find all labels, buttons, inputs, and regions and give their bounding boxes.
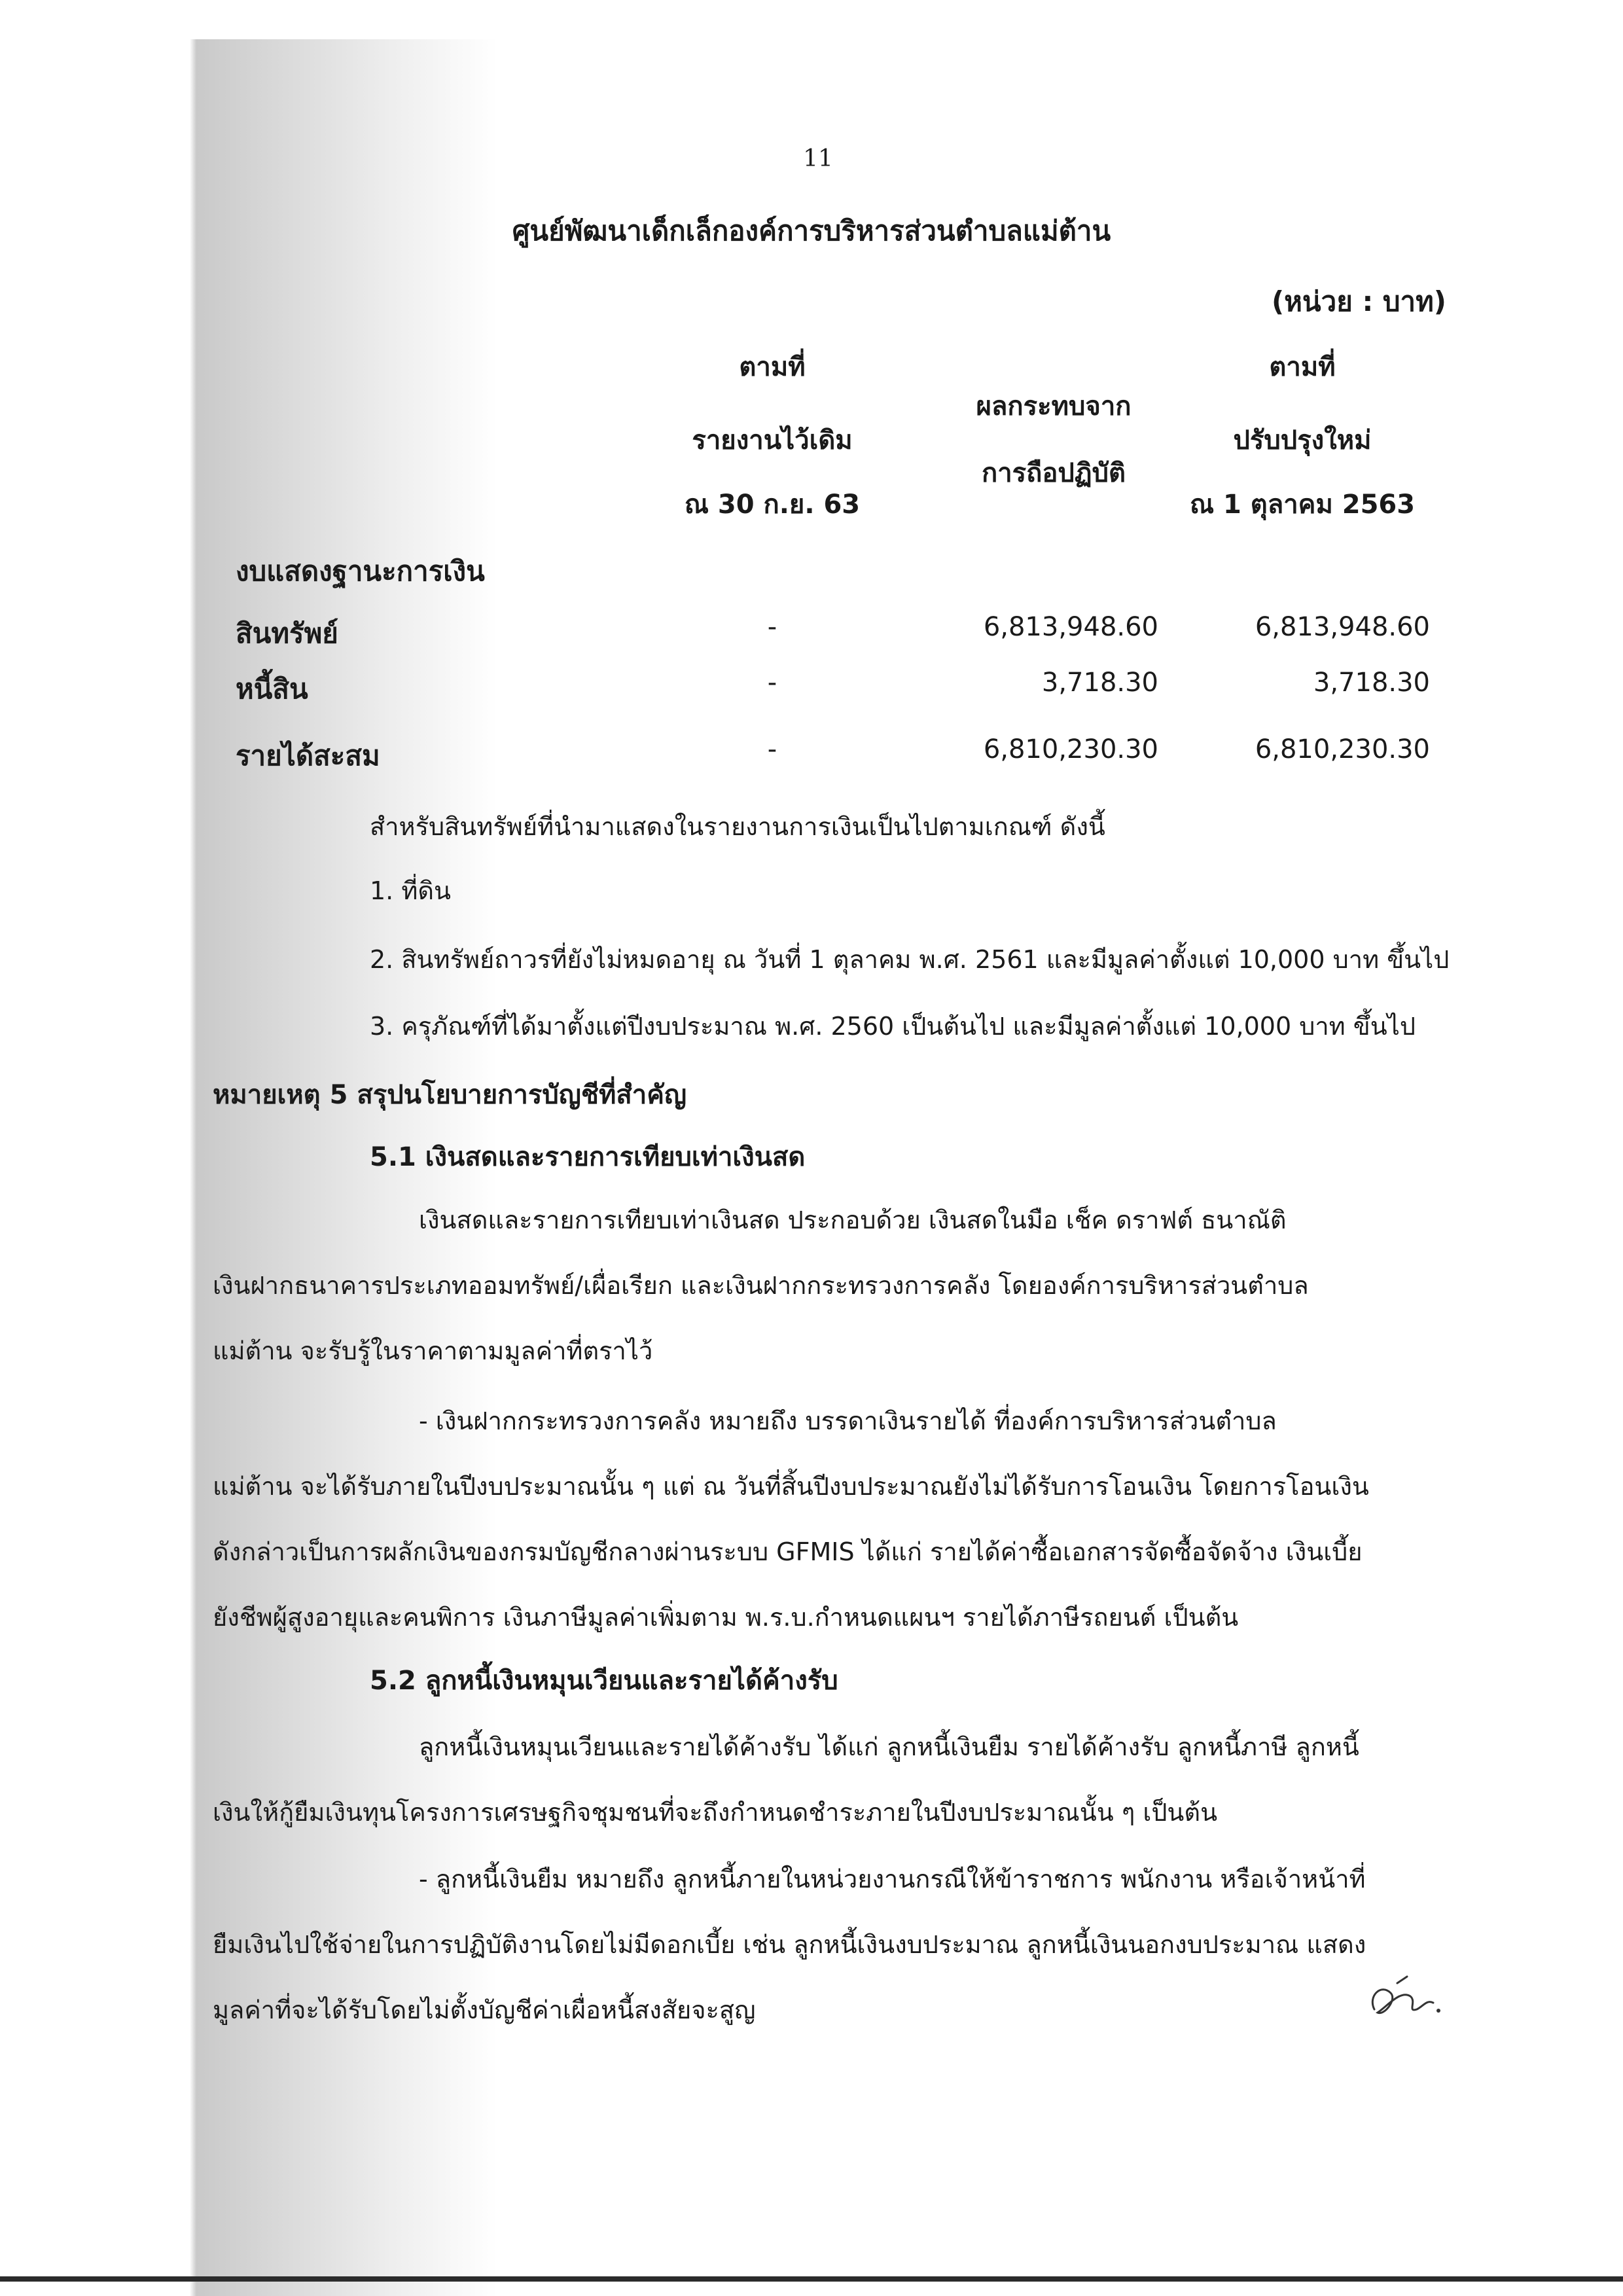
page-number: 11	[803, 145, 833, 172]
signature-initials	[1361, 1970, 1446, 2029]
row-label-liabilities: หนี้สิน	[236, 673, 308, 705]
unit-label: (หน่วย : บาท)	[1272, 285, 1446, 317]
note5-1-p2-line4: ยังชีพผู้สูงอายุและคนพิการ เงินภาษีมูลค่าเพิ่มตาม พ.ร.บ.กำหนดแผนฯ รายได้ภาษีรถยนต์ เป็นต้น	[213, 1603, 1239, 1632]
header-restated-line2: ปรับปรุงใหม่	[1233, 425, 1372, 456]
row-accumulated-revenue-restated: 6,810,230.30	[1255, 734, 1430, 764]
row-label-accumulated-revenue: รายได้สะสม	[236, 740, 380, 772]
note5-2-heading: 5.2 ลูกหนี้เงินหมุนเวียนและรายได้ค้างรับ	[370, 1666, 838, 1696]
note5-2-p2-line1: - ลูกหนี้เงินยืม หมายถึง ลูกหนี้ภายในหน่วยงานกรณีให้ข้าราชการ พนักงาน หรือเจ้าหน้าที่	[419, 1865, 1366, 1893]
header-original-line3: ณ 30 ก.ย. 63	[684, 490, 861, 520]
statement-section-title: งบแสดงฐานะการเงิน	[236, 555, 485, 587]
note5-1-p2-line3: ดังกล่าวเป็นการผลักเงินของกรมบัญชีกลางผ่านระบบ GFMIS ได้แก่ รายได้ค่าซื้อเอกสารจัดซื้อจัดจ้าง เงินเบี้ย	[213, 1537, 1363, 1566]
note5-1-p2-line2: แม่ต้าน จะได้รับภายในปีงบประมาณนั้น ๆ แต่ ณ วันที่สิ้นปีงบประมาณยังไม่ได้รับการโอนเงิน โดยการโอนเงิน	[213, 1472, 1369, 1501]
header-original-line1: ตามที่	[739, 352, 806, 382]
row-assets-restated: 6,813,948.60	[1255, 612, 1430, 642]
row-liabilities-effect: 3,718.30	[1041, 668, 1158, 698]
header-restated-line3: ณ 1 ตุลาคม 2563	[1189, 490, 1416, 520]
header-effect-line2: การถือปฏิบัติ	[981, 458, 1126, 488]
page-title: ศูนย์พัฒนาเด็กเล็กองค์การบริหารส่วนตำบลแม่ต้าน	[512, 215, 1111, 247]
note5-1-p1-line2: เงินฝากธนาคารประเภทออมทรัพย์/เผื่อเรียก และเงินฝากกระทรวงการคลัง โดยองค์การบริหารส่วนตำบล	[213, 1271, 1309, 1300]
note5-2-p2-line2: ยืมเงินไปใช้จ่ายในการปฏิบัติงานโดยไม่มีดอกเบี้ย เช่น ลูกหนี้เงินงบประมาณ ลูกหนี้เงินนอกงบประมาณ แสดง	[213, 1930, 1366, 1959]
header-effect-line1: ผลกระทบจาก	[976, 391, 1132, 422]
header-original-line2: รายงานไว้เดิม	[692, 425, 853, 456]
row-liabilities-original: -	[767, 668, 777, 698]
note5-2-p1-line2: เงินให้กู้ยืมเงินทุนโครงการเศรษฐกิจชุมชนที่จะถึงกำหนดชำระภายในปีงบประมาณนั้น ๆ เป็นต้น	[213, 1798, 1218, 1827]
row-assets-effect: 6,813,948.60	[983, 612, 1158, 642]
header-restated-line1: ตามที่	[1269, 352, 1336, 382]
criteria-intro: สำหรับสินทรัพย์ที่นำมาแสดงในรายงานการเงินเป็นไปตามเกณฑ์ ดังนี้	[370, 812, 1105, 841]
criteria-item-1: 1. ที่ดิน	[370, 876, 452, 905]
note5-heading: หมายเหตุ 5 สรุปนโยบายการบัญชีที่สำคัญ	[213, 1080, 687, 1110]
criteria-item-3: 3. ครุภัณฑ์ที่ได้มาตั้งแต่ปีงบประมาณ พ.ศ. 2560 เป็นต้นไป และมีมูลค่าตั้งแต่ 10,000 บาท ขึ้นไป	[370, 1012, 1416, 1041]
note5-1-p1-line3: แม่ต้าน จะรับรู้ในราคาตามมูลค่าที่ตราไว้	[213, 1336, 653, 1365]
note5-2-p2-line3: มูลค่าที่จะได้รับโดยไม่ตั้งบัญชีค่าเผื่อหนี้สงสัยจะสูญ	[213, 1996, 756, 2024]
row-accumulated-revenue-effect: 6,810,230.30	[983, 734, 1158, 764]
bottom-edge-line	[0, 2276, 1623, 2282]
criteria-item-2: 2. สินทรัพย์ถาวรที่ยังไม่หมดอายุ ณ วันที่ 1 ตุลาคม พ.ศ. 2561 และมีมูลค่าตั้งแต่ 10,000 บาท ขึ้นไป	[370, 945, 1450, 974]
note5-2-p1-line1: ลูกหนี้เงินหมุนเวียนและรายได้ค้างรับ ได้แก่ ลูกหนี้เงินยืม รายได้ค้างรับ ลูกหนี้ภาษี ลูกหนี้	[419, 1732, 1359, 1761]
row-liabilities-restated: 3,718.30	[1313, 668, 1430, 698]
row-accumulated-revenue-original: -	[767, 734, 777, 764]
row-label-assets: สินทรัพย์	[236, 617, 338, 649]
row-assets-original: -	[767, 612, 777, 642]
note5-1-p2-line1: - เงินฝากกระทรวงการคลัง หมายถึง บรรดาเงินรายได้ ที่องค์การบริหารส่วนตำบล	[419, 1407, 1277, 1435]
note5-1-heading: 5.1 เงินสดและรายการเทียบเท่าเงินสด	[370, 1142, 806, 1172]
note5-1-p1-line1: เงินสดและรายการเทียบเท่าเงินสด ประกอบด้วย เงินสดในมือ เช็ค ดราฟต์ ธนาณัติ	[419, 1206, 1287, 1234]
